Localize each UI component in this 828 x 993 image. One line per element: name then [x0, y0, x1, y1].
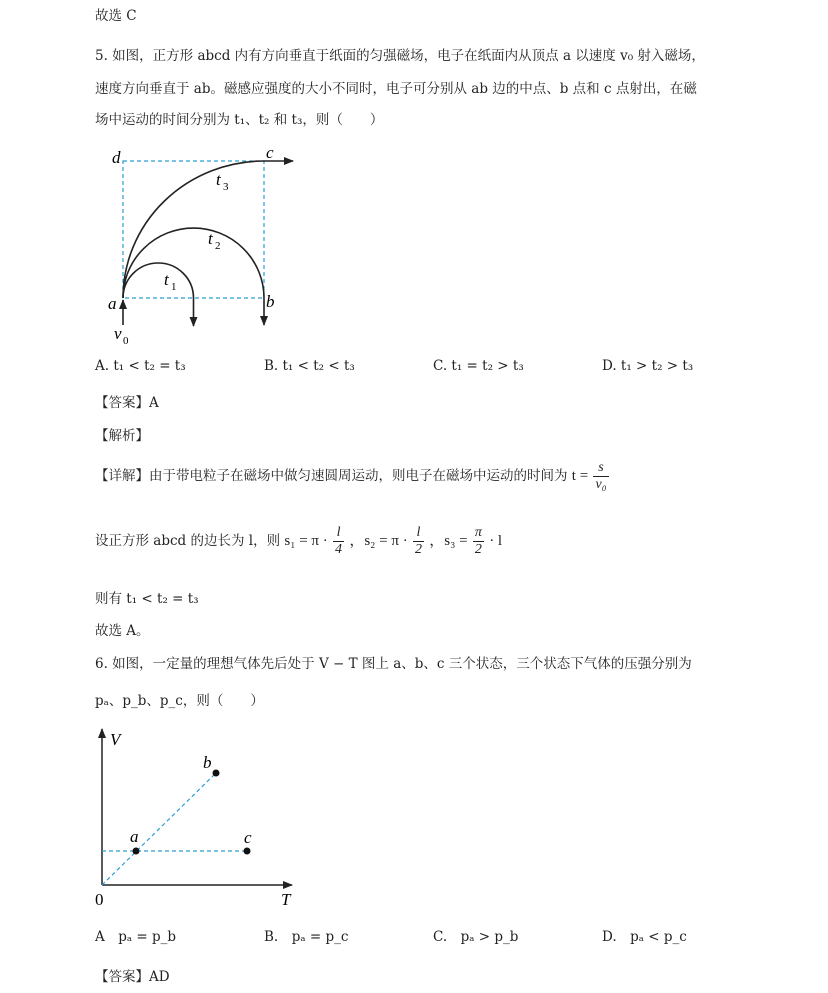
label-t3: t	[216, 170, 221, 189]
trajectory-t2	[123, 228, 264, 298]
s2-fraction	[413, 525, 424, 558]
state-point-b	[213, 770, 220, 777]
formula-t-den: v₀	[595, 477, 607, 493]
q5-answer: 【答案】A	[95, 395, 159, 411]
square-boundary	[123, 161, 264, 298]
q5-detail-line	[95, 460, 610, 493]
origin-label: 0	[95, 890, 104, 909]
s2-lhs: ，s₂ = π ·	[349, 533, 408, 550]
q5-option-d: D. t₁ > t₂ > t₃	[602, 358, 694, 374]
label-c: c	[266, 143, 274, 162]
point-label-a: a	[130, 827, 139, 846]
label-v0: v	[114, 324, 122, 343]
s2-num: l	[413, 525, 424, 542]
label-t1: t	[164, 270, 169, 289]
formula-t-fraction	[593, 460, 608, 493]
s1-den: 4	[335, 542, 343, 558]
q6-option-d: D. pₐ < p_c	[602, 929, 687, 945]
label-t2: t	[208, 229, 213, 248]
q6-vt-graph	[90, 722, 305, 912]
q5-option-a: A. t₁ < t₂ = t₃	[95, 358, 186, 374]
state-point-a	[133, 848, 140, 855]
q5-option-b: B. t₁ < t₂ < t₃	[264, 358, 355, 374]
state-point-c	[244, 848, 251, 855]
q5-stem-line-3: 场中运动的时间分别为 t₁、t₂ 和 t₃，则（ ）	[95, 112, 384, 128]
q5-analysis-heading: 【解析】	[95, 428, 149, 444]
q6-option-a: A pₐ = p_b	[95, 929, 177, 945]
q6-stem-line-1: 6. 如图，一定量的理想气体先后处于 V − T 图上 a、b、c 三个状态，三个状态下气体的压强分别为	[95, 656, 692, 672]
q5-magnetic-field-figure	[105, 140, 305, 350]
s2-den: 2	[415, 542, 422, 558]
q5-side-line	[95, 525, 502, 558]
s3-rhs: · l	[489, 533, 503, 550]
s1-num: l	[333, 525, 344, 542]
label-b: b	[266, 292, 275, 311]
s3-den: 2	[474, 542, 482, 558]
s1-lhs: s₁ = π ·	[284, 533, 328, 550]
point-label-c: c	[244, 828, 252, 847]
formula-t-lhs: t =	[571, 468, 589, 485]
label-d: d	[112, 148, 121, 167]
s3-num: π	[473, 525, 484, 542]
s3-lhs: ，s₃ =	[429, 533, 468, 550]
s1-fraction	[333, 525, 344, 558]
label-a: a	[108, 294, 117, 313]
trajectory-t1	[123, 263, 194, 298]
label-t3-sub: 3	[223, 181, 229, 193]
q5-final: 故选 A。	[95, 623, 150, 639]
axis-label-v: V	[110, 730, 121, 749]
s3-fraction	[473, 525, 484, 558]
q5-side-text: 设正方形 abcd 的边长为 l，则	[95, 533, 281, 550]
trajectory-t3	[123, 161, 264, 298]
label-t1-sub: 1	[171, 281, 177, 293]
q5-stem-line-2: 速度方向垂直于 ab。磁感应强度的大小不同时，电子可分别从 ab 边的中点、b 点和 c 点射出，在磁	[95, 81, 697, 97]
point-label-b: b	[203, 753, 212, 772]
q5-detail-text: 【详解】由于带电粒子在磁场中做匀速圆周运动，则电子在磁场中运动的时间为	[95, 468, 568, 485]
label-t2-sub: 2	[215, 240, 221, 252]
label-v0-sub: 0	[123, 335, 129, 347]
isobar-line-ob	[102, 773, 216, 885]
axis-label-t: T	[281, 890, 291, 909]
q5-option-c: C. t₁ = t₂ > t₃	[433, 358, 524, 374]
q5-stem-line-1: 5. 如图，正方形 abcd 内有方向垂直于纸面的匀强磁场，电子在纸面内从顶点 a 以速度 v₀ 射入磁场，	[95, 48, 705, 64]
q6-answer: 【答案】AD	[95, 969, 170, 985]
q5-conclusion: 则有 t₁ < t₂ = t₃	[95, 591, 199, 607]
q6-option-c: C. pₐ > p_b	[433, 929, 519, 945]
formula-t-num: s	[593, 460, 608, 477]
previous-answer-tail: 故选 C	[95, 8, 137, 24]
q6-option-b: B. pₐ = p_c	[264, 929, 349, 945]
q6-stem-line-2: pₐ、p_b、p_c，则（ ）	[95, 693, 264, 709]
